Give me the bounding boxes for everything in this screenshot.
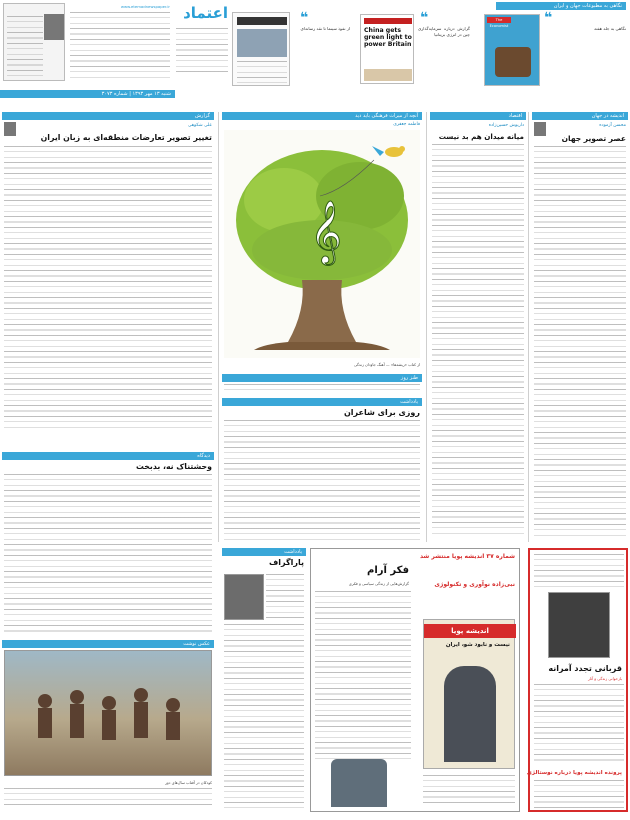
left-section2-bar: دیدگاه	[2, 452, 214, 460]
dateline-bar: شنبه ۱۳ مهر ۱۳۹۳ | شماره ۳۰۷۳	[0, 90, 175, 98]
mini-front-page	[3, 3, 65, 81]
ad2-bottom: پرونده اندیشه پویا درباره نوستالژی	[526, 770, 622, 776]
paragraph-column	[222, 548, 306, 812]
tree-caption: از کتاب «ریشه‌ها» — آهنگ جاودان زندگی	[353, 362, 420, 367]
masthead-info	[70, 2, 170, 82]
right-section-bar: اندیشه در جهان	[532, 112, 628, 120]
left-headline: تغییر تصویر تعارضات منطقه‌ای به زبان ایران	[40, 133, 212, 142]
teaser-2-text: گزارش درباره سرمایه‌گذاری چین در انرژی بریتانیا	[418, 26, 470, 37]
photo-caption: کودکان در آفتاب سال‌های دور	[165, 780, 212, 785]
right-author: محسن آزموده	[599, 123, 626, 128]
ad-box-2	[528, 548, 628, 812]
left-column	[2, 112, 214, 812]
ad1-feature: نبی‌زاده نوآوری و تکنولوژی	[434, 581, 515, 588]
cover-line: نیست و نابود شو، ایران	[445, 642, 510, 648]
center-headline2: روزی برای شاعران	[343, 408, 420, 417]
ad2-title: قربانی تجدد آمرانه	[548, 664, 622, 673]
quote-mark-icon-3: ❝	[544, 10, 553, 26]
left-section-bar: گزارش	[2, 112, 214, 120]
teaser-1-text: از نفوذ سینما تا نقد رسانه‌ای	[300, 26, 350, 31]
historic-portrait	[548, 592, 610, 658]
logo: اعتماد	[183, 4, 228, 22]
midright-author: داریوش حسین‌زاده	[488, 123, 524, 128]
midright-section-bar: اقتصاد	[430, 112, 526, 120]
tagline-bar: نگاهی به مطبوعات جهان و ایران	[496, 2, 626, 10]
bird-icon	[372, 146, 405, 157]
mid-right-column	[430, 112, 526, 540]
tree-trunk	[254, 280, 390, 350]
ad2-sub: بازخوانی زندگی و آثار	[587, 676, 622, 681]
svg-text:𝄞: 𝄞	[310, 200, 342, 263]
right-column	[532, 112, 628, 540]
center-section2-bar: یادداشت	[222, 398, 422, 406]
ad-box-1	[310, 548, 520, 812]
newspaper-thumbnail	[232, 12, 290, 86]
china-headline: China gets green light to power Britain	[364, 27, 412, 48]
masthead	[0, 0, 630, 110]
children-photo	[4, 650, 212, 776]
left-headline2: وحشتناک نه، بدبخت	[136, 462, 212, 471]
magazine-title: اندیشه پویا	[424, 624, 516, 638]
ad1-title: فکر آرام	[366, 565, 409, 576]
quote-mark-icon-2: ❝	[420, 10, 429, 26]
center-section-bar: آنچه از میراث فرهنگی باید دید	[222, 112, 422, 120]
website-text: www.etemadnewspaper.ir	[120, 4, 170, 9]
ad1-sub: گزارش‌هایی از زندگی سیاسی و فکری	[348, 581, 409, 586]
portrait-photo	[44, 14, 64, 40]
tree-illustration	[224, 130, 420, 358]
cover-portrait	[444, 666, 496, 762]
center-column	[222, 112, 422, 544]
center-author: فاطمه جعفری	[393, 122, 420, 127]
ad1-issue: شماره ۳۷ اندیشه پویا منتشر شد	[419, 553, 515, 560]
economist-label: The Economist	[487, 17, 511, 23]
magazine-cover	[423, 619, 515, 769]
teaser-3-text: نگاهی به جلد هفته	[594, 26, 626, 31]
midright-headline: میانه میدان هم بد نیست	[438, 132, 524, 141]
economist-thumbnail	[484, 14, 540, 86]
quote-mark-icon: ❝	[300, 10, 309, 26]
caption-section-bar: طنز روز	[222, 374, 422, 382]
bottom-section-bar: یادداشت	[222, 548, 306, 556]
author-portrait	[224, 574, 264, 620]
paragraph-headline: پاراگراف	[268, 558, 304, 567]
ad1-figure	[331, 759, 387, 807]
left-author: علی شکوهی	[187, 123, 212, 128]
treble-clef-icon	[310, 200, 342, 266]
photo-section-bar: عکس نوشت	[2, 640, 214, 648]
right-headline: عصر تصویر جهان	[561, 134, 626, 143]
china-paper-thumbnail	[360, 14, 414, 84]
